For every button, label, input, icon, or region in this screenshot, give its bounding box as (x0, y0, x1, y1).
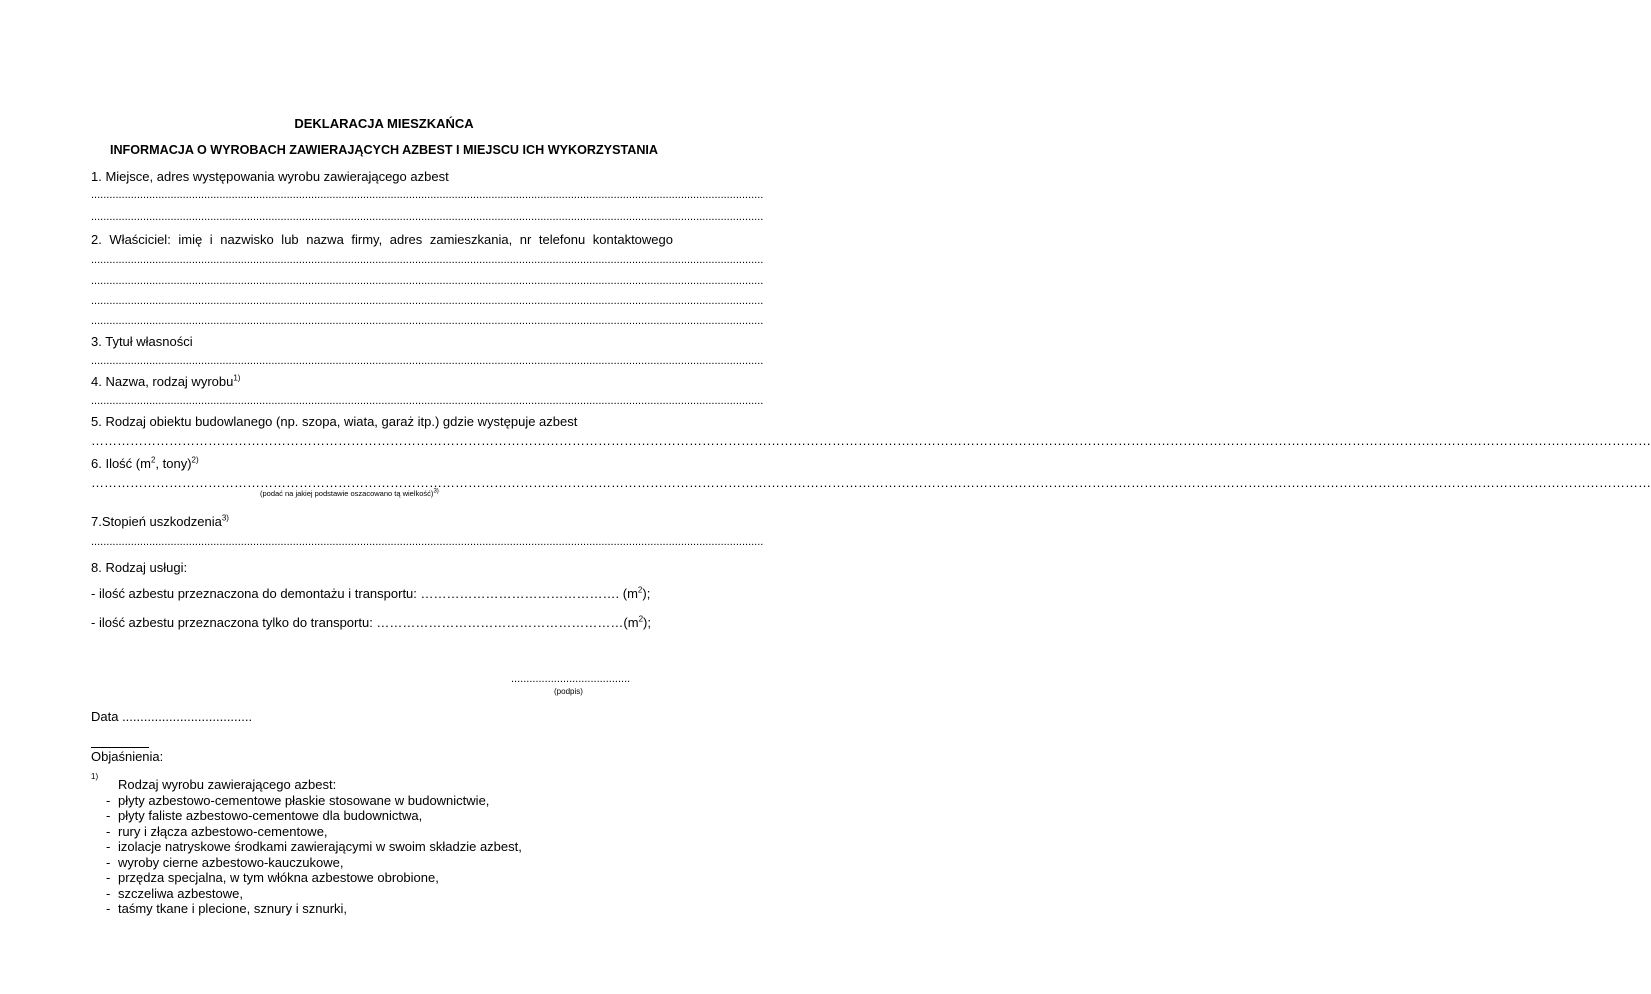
question-6-text-b: , tony) (155, 456, 192, 471)
answer-line-6[interactable]: ……………………………………………………………………………………………………………………………………………………………………………………………………………………………………………………………………………………………………………………………… (91, 475, 1651, 490)
answer-line-2c[interactable]: ............................................................................................................................................................................................................................ (91, 295, 764, 307)
list-dash: - (106, 792, 111, 808)
question-1-label: 1. Miejsce, adres występowania wyrobu zawierającego azbest (91, 169, 449, 184)
document-title: DEKLARACJA MIESZKAŃCA (294, 116, 474, 131)
footnote-item-text: płyty faliste azbestowo-cementowe dla budownictwa, (118, 808, 423, 823)
footnote-separator (91, 747, 149, 748)
footnote-item-text: rury i złącza azbestowo-cementowe, (118, 823, 328, 839)
document-subtitle: INFORMACJA O WYROBACH ZAWIERAJĄCYCH AZBEST I MIEJSCU ICH WYKORZYSTANIA (109, 143, 659, 157)
question-6-label (91, 456, 199, 471)
footnote-item-text: płyty azbestowo-cementowe płaskie stosowane w budownictwie, (118, 792, 490, 808)
date-field[interactable]: Data .................................... (91, 709, 253, 724)
question-6-footnote-ref: 2) (191, 455, 199, 465)
answer-line-2d[interactable]: ............................................................................................................................................................................................................................ (91, 315, 764, 327)
footnote-item-text: izolacje natryskowe środkami zawierającymi w swoim składzie azbest, (118, 839, 522, 854)
question-4-footnote-ref: 1) (233, 373, 241, 383)
question-6-text-a: 6. Ilość (m (91, 456, 151, 471)
question-6-unit-sup: 2 (150, 455, 156, 465)
answer-line-1a[interactable]: ............................................................................................................................................................................................................................ (91, 189, 764, 201)
question-6-note-text: (podać na jakiej podstawie oszacowano tą wielkość) (260, 489, 434, 498)
question-6-note-footnote-ref: 3) (433, 488, 439, 495)
footnote-item (106, 823, 522, 840)
answer-line-7[interactable]: ............................................................................................................................................................................................................................ (91, 536, 764, 548)
footnote-item (106, 792, 522, 809)
question-7-label (91, 514, 229, 529)
signature-label: (podpis) (554, 687, 583, 696)
question-3-label: 3. Tytuł własności (91, 334, 193, 349)
list-dash: - (106, 901, 111, 916)
list-dash: - (106, 870, 111, 885)
service-dismantle-text-end: ); (642, 586, 651, 601)
answer-line-2a[interactable]: ............................................................................................................................................................................................................................ (91, 254, 764, 266)
list-dash: - (106, 808, 111, 823)
list-dash: - (106, 885, 111, 901)
footnote-item-text: szczeliwa azbestowe, (118, 885, 243, 901)
question-6-note (260, 489, 439, 498)
service-dismantle-unit-sup: 2 (637, 585, 643, 595)
service-transport-text-end: ); (643, 615, 651, 630)
explanations-label: Objaśnienia: (91, 749, 164, 764)
footnote-item (106, 901, 522, 917)
footnote-1-list (106, 777, 522, 917)
footnote-item (106, 839, 522, 855)
answer-line-4[interactable]: ............................................................................................................................................................................................................................ (91, 395, 764, 407)
service-dismantle-text: - ilość azbestu przeznaczona do demontażu i transportu: ………………………………………. (m (91, 586, 638, 601)
list-dash: - (106, 823, 111, 839)
list-dash: - (106, 854, 111, 870)
footnote-item (106, 870, 522, 886)
footnote-item-text: wyroby cierne azbestowo-kauczukowe, (118, 854, 344, 870)
list-dash: - (106, 839, 111, 854)
signature-line[interactable]: ....................................... (511, 673, 631, 685)
answer-line-1b[interactable]: ............................................................................................................................................................................................................................ (91, 211, 764, 223)
answer-line-5[interactable]: ……………………………………………………………………………………………………………………………………………………………………………………………………………………………………………………………………………………………………………………………… (91, 433, 1651, 448)
answer-line-3[interactable]: ............................................................................................................................................................................................................................ (91, 355, 764, 367)
question-2-label: 2. Właściciel: imię i nazwisko lub nazwa firmy, adres zamieszkania, nr telefonu kontaktowego (91, 232, 673, 247)
service-transport-text: - ilość azbestu przeznaczona tylko do transportu: …………………………………………………(m (91, 615, 639, 630)
footnote-1-marker: 1) (91, 772, 99, 781)
service-transport-only-line[interactable] (91, 615, 651, 630)
question-5-label: 5. Rodzaj obiektu budowlanego (np. szopa, wiata, garaż itp.) gdzie występuje azbest (91, 414, 578, 429)
question-4-text: 4. Nazwa, rodzaj wyrobu (91, 374, 234, 389)
answer-line-2b[interactable]: ............................................................................................................................................................................................................................ (91, 275, 764, 287)
footnote-item-text: taśmy tkane i plecione, sznury i sznurki, (118, 901, 348, 916)
question-4-label (91, 374, 240, 389)
footnote-item (106, 854, 522, 871)
question-8-label: 8. Rodzaj usługi: (91, 560, 188, 575)
footnote-item (106, 885, 522, 902)
footnote-item (106, 808, 522, 824)
question-7-text: 7.Stopień uszkodzenia (91, 514, 222, 529)
service-transport-unit-sup: 2 (638, 614, 644, 624)
question-7-footnote-ref: 3) (221, 513, 229, 523)
service-dismantle-transport-line[interactable] (91, 586, 650, 601)
footnote-item-text: przędza specjalna, w tym włókna azbestowe obrobione, (118, 870, 439, 885)
footnote-1-heading: Rodzaj wyrobu zawierającego azbest: (118, 777, 337, 792)
